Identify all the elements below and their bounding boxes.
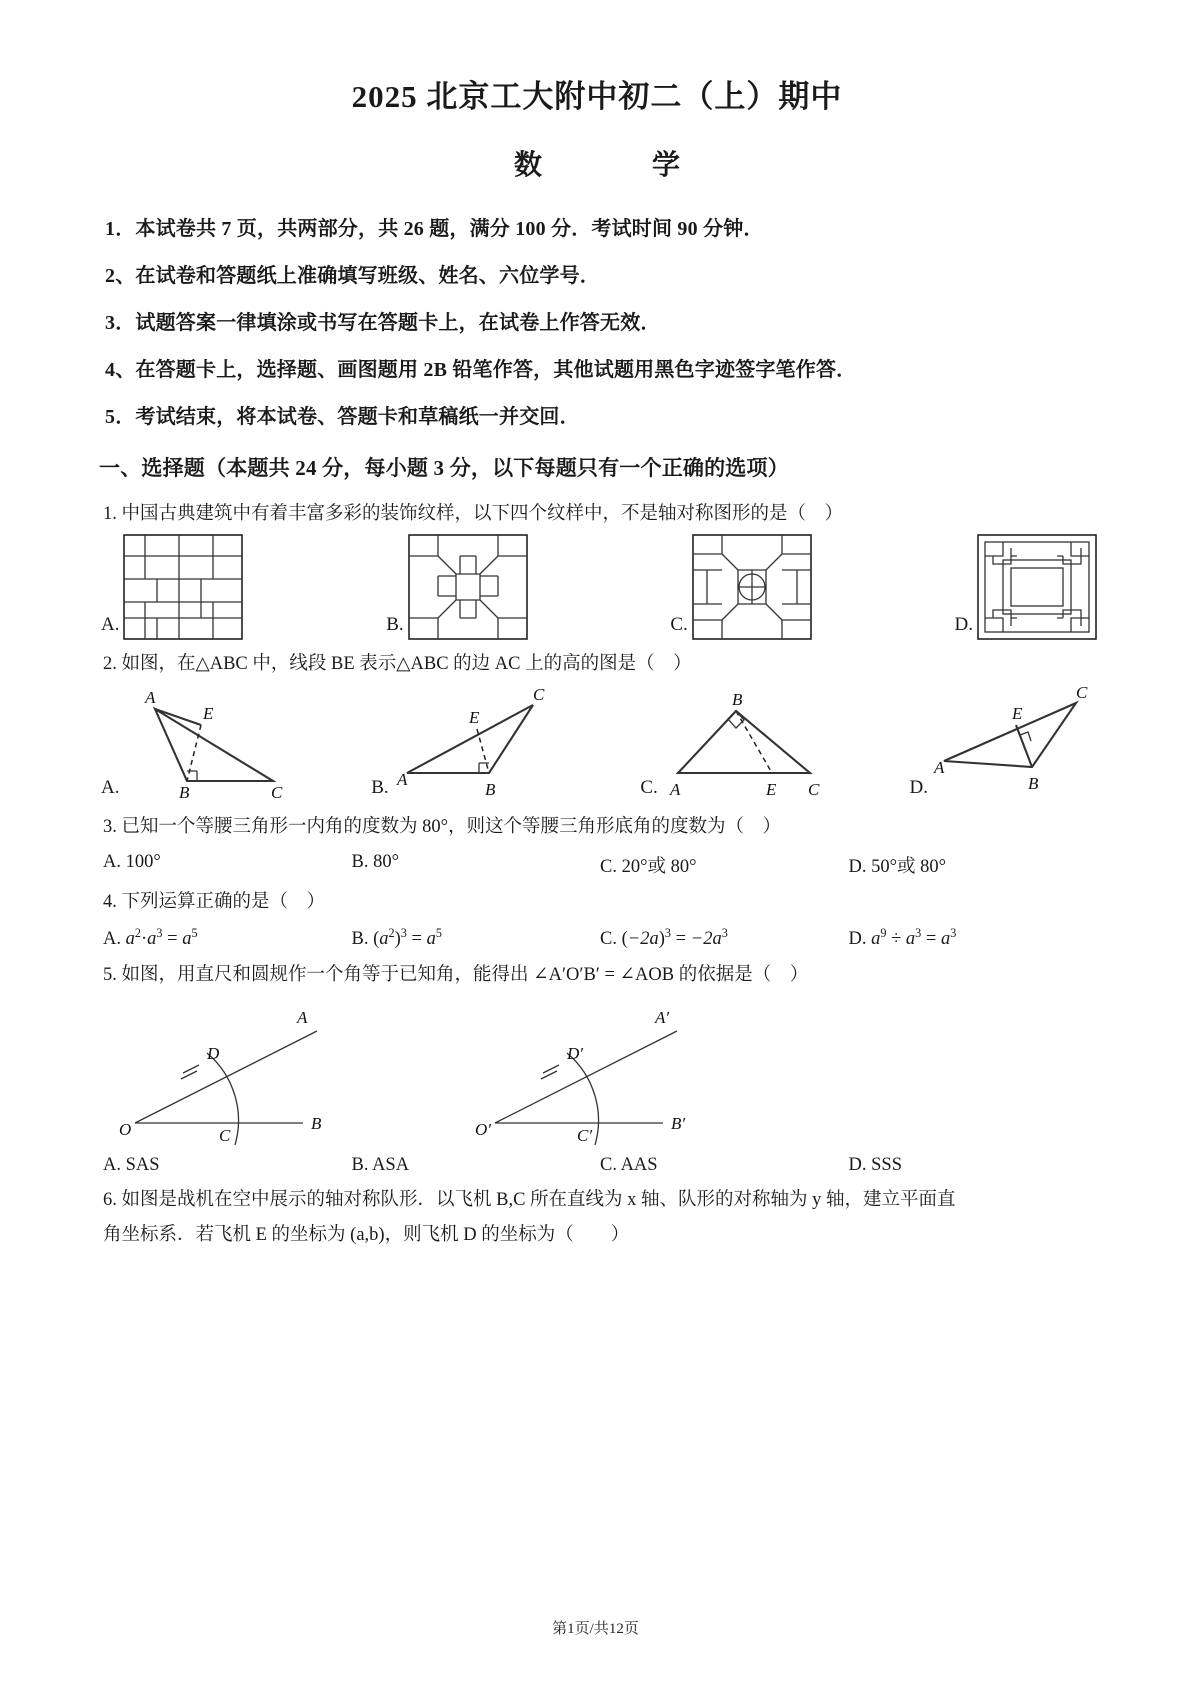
opt-b-label: B. — [351, 929, 369, 950]
question-5-figures — [107, 995, 1097, 1145]
question-2-option-d[interactable] — [910, 685, 1097, 803]
question-4-option-c[interactable]: C. $(-2a)^3 = -2a^3$ — [600, 926, 728, 950]
opt-d-rexp: 3 — [950, 926, 957, 941]
question-3 — [97, 813, 1097, 878]
opt-b-rbase: a — [426, 929, 436, 950]
question-5-options — [103, 1155, 1097, 1176]
svg-text:E: E — [1012, 704, 1023, 724]
question-1-option-a[interactable] — [101, 534, 243, 640]
svg-text:B: B — [179, 783, 190, 803]
opt-c-outerexp: 3 — [664, 926, 672, 941]
pattern-a-icon — [123, 534, 243, 640]
question-4-options — [103, 926, 1097, 950]
pattern-b-icon — [408, 534, 528, 640]
question-2-text: 2. 如图，在△ABC 中，线段 BE 表示△ABC 的边 AC 上的高的图是（ ） — [103, 654, 692, 675]
option-label-d: D. — [954, 614, 973, 636]
question-4-text: 4. 下列运算正确的是（ ） — [103, 891, 326, 912]
svg-text:A: A — [669, 780, 681, 800]
question-1-figures — [101, 534, 1097, 640]
svg-text:O′: O′ — [475, 1120, 491, 1140]
question-2-option-a[interactable] — [101, 685, 288, 803]
triangle-b-icon — [393, 685, 558, 803]
option-label-d: D. — [909, 777, 928, 799]
opt-a-eq: = — [167, 929, 178, 950]
question-2-option-c[interactable] — [640, 685, 826, 803]
question-1-text: 1. 中国古典建筑中有着丰富多彩的装饰纹样，以下四个纹样中，不是轴对称图形的是（ ） — [103, 503, 844, 524]
svg-text:C: C — [532, 685, 544, 705]
question-6-text-line1: 6. 如图是战机在空中展示的轴对称队形．以飞机 B,C 所在直线为 x 轴、队形的对称轴为 y 轴，建立平面直 — [103, 1190, 956, 1211]
opt-d-base2: a — [905, 929, 916, 950]
opt-a-rbase: a — [182, 929, 192, 950]
question-1-option-c[interactable] — [670, 534, 811, 640]
option-label-a: A. — [101, 614, 120, 636]
opt-a-base2: a — [147, 929, 157, 950]
svg-text:C′: C′ — [577, 1126, 593, 1146]
instruction-line-1: 1．本试卷共 7 页，共两部分，共 26 题，满分 100 分．考试时间 90 分钟． — [105, 217, 764, 240]
option-label-b: B. — [371, 777, 389, 799]
opt-d-base1: a — [871, 929, 881, 950]
svg-text:B′: B′ — [671, 1114, 686, 1134]
opt-d-eq: = — [925, 929, 937, 950]
pattern-c-icon — [692, 534, 812, 640]
opt-a-exp2: 3 — [156, 926, 163, 941]
question-3-option-c[interactable]: C. 20°或 80° — [600, 856, 697, 877]
option-label-b: B. — [386, 614, 404, 636]
opt-d-exp2: 3 — [915, 926, 922, 941]
opt-c-inner: −2a — [627, 929, 659, 950]
page-title: 2025 北京工大附中初二（上）期中 — [351, 79, 843, 114]
instruction-line-3: 3．试题答案一律填涂或书写在答题卡上，在试卷上作答无效． — [105, 311, 661, 334]
opt-c-label: C. — [600, 929, 617, 950]
triangle-a-icon — [123, 685, 288, 803]
svg-text:D′: D′ — [567, 1044, 583, 1064]
question-5-option-c[interactable]: C. AAS — [600, 1155, 658, 1176]
opt-d-op: ÷ — [891, 929, 902, 950]
svg-text:E: E — [203, 704, 214, 724]
opt-d-exp1: 9 — [880, 926, 887, 941]
question-4 — [97, 888, 1097, 951]
page-content — [97, 0, 1097, 1256]
svg-text:A: A — [145, 688, 156, 708]
opt-b-inner: a — [379, 929, 389, 950]
option-label-a: A. — [101, 777, 120, 799]
opt-a-base1: a — [125, 929, 135, 950]
question-1-option-b[interactable] — [386, 534, 527, 640]
question-2-option-b[interactable] — [371, 685, 557, 803]
opt-a-exp1: 2 — [134, 926, 141, 941]
svg-text:B: B — [1028, 774, 1039, 794]
opt-b-eq: = — [411, 929, 422, 950]
svg-text:A′: A′ — [655, 1008, 670, 1028]
opt-c-rexp: 3 — [721, 926, 728, 941]
opt-c-eq: = — [675, 929, 687, 950]
opt-a-label: A. — [103, 929, 121, 950]
question-3-option-b[interactable]: B. 80° — [351, 851, 399, 872]
opt-b-innerexp: 2 — [388, 926, 395, 941]
question-4-option-b[interactable]: B. $(a^2)^3 = a^5$ — [351, 926, 442, 950]
opt-b-rexp: 5 — [435, 926, 442, 941]
svg-text:A: A — [934, 758, 945, 778]
page-footer: 第1页/共12页 — [552, 1621, 639, 1637]
svg-text:C: C — [807, 780, 820, 800]
question-4-option-d[interactable] — [849, 926, 1098, 950]
question-2-figures — [101, 685, 1097, 803]
instruction-line-2: 2、在试卷和答题纸上准确填写班级、姓名、六位学号． — [105, 264, 600, 287]
svg-text:B: B — [731, 690, 743, 710]
option-label-c: C. — [640, 777, 658, 799]
section-heading-choice: 一、选择题（本题共 24 分，每小题 3 分，以下每题只有一个正确的选项） — [99, 455, 789, 480]
svg-text:B: B — [484, 780, 496, 800]
triangle-c-icon — [662, 685, 827, 803]
instructions-block — [97, 217, 1097, 430]
opt-d-rbase: a — [940, 929, 951, 950]
svg-text:E: E — [765, 780, 777, 800]
opt-a-op: · — [140, 929, 148, 950]
svg-text:D: D — [207, 1044, 220, 1064]
svg-text:A: A — [297, 1008, 308, 1028]
question-5-text: 5. 如图，用直尺和圆规作一个角等于已知角，能得出 ∠A′O′B′ = ∠AOB 的依据是（ ） — [103, 964, 809, 985]
angle-construction-left-icon — [107, 995, 407, 1145]
svg-text:B: B — [311, 1114, 322, 1134]
instruction-line-4: 4、在答题卡上，选择题、画图题用 2B 铅笔作答，其他试题用黑色字迹签字笔作答． — [105, 358, 857, 381]
svg-text:E: E — [468, 708, 480, 728]
question-5 — [97, 961, 1097, 1177]
question-6 — [97, 1186, 1097, 1249]
opt-c-rbase: −2a — [690, 929, 722, 950]
pattern-d-icon — [977, 534, 1097, 640]
triangle-d-icon — [932, 685, 1097, 803]
question-3-option-d[interactable]: D. 50°或 80° — [848, 856, 947, 877]
svg-text:C: C — [271, 783, 283, 803]
angle-construction-right-icon — [467, 995, 767, 1145]
opt-a-rexp: 5 — [191, 926, 198, 941]
svg-text:O: O — [119, 1120, 132, 1140]
question-4-option-a[interactable] — [103, 926, 352, 950]
svg-text:C: C — [1076, 685, 1088, 703]
svg-text:A: A — [396, 770, 408, 790]
question-5-option-b[interactable]: B. ASA — [351, 1155, 410, 1176]
question-3-options — [103, 852, 1097, 878]
option-label-c: C. — [670, 614, 688, 636]
svg-text:C: C — [219, 1126, 231, 1146]
opt-d-label: D. — [848, 929, 867, 950]
question-2 — [97, 650, 1097, 803]
question-1-option-d[interactable] — [955, 534, 1097, 640]
question-6-text-line2: 角坐标系．若飞机 E 的坐标为 (a,b)，则飞机 D 的坐标为（ ） — [103, 1224, 630, 1245]
question-3-option-a[interactable]: A. 100° — [103, 851, 161, 872]
question-1 — [97, 500, 1097, 641]
question-5-option-d[interactable]: D. SSS — [848, 1155, 902, 1176]
question-5-option-a[interactable]: A. SAS — [103, 1155, 160, 1176]
question-3-text: 3. 已知一个等腰三角形一内角的度数为 80°，则这个等腰三角形底角的度数为（ ） — [103, 817, 782, 838]
subject-title: 数 学 — [513, 149, 698, 181]
opt-b-outerexp: 3 — [400, 926, 407, 941]
instruction-line-5: 5．考试结束，将本试卷、答题卡和草稿纸一并交回． — [105, 405, 580, 428]
